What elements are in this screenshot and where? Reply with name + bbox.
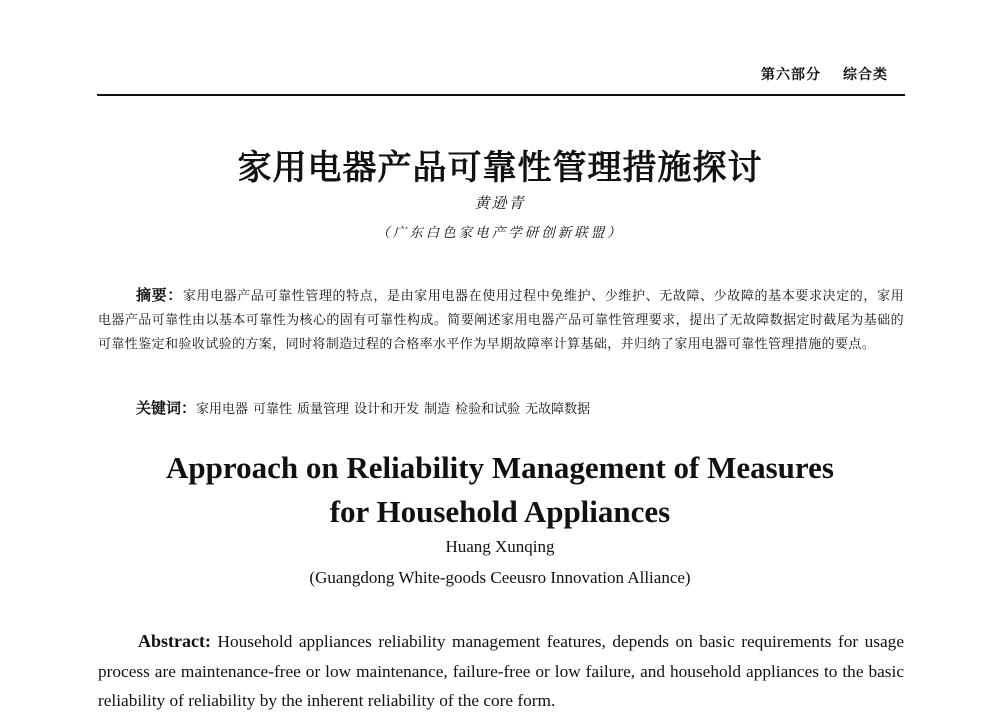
chinese-abstract-label: 摘要： — [136, 286, 183, 304]
running-head — [761, 64, 888, 84]
keyword: 可靠性 — [253, 402, 293, 417]
english-title — [0, 446, 1000, 534]
english-abstract — [98, 627, 904, 716]
chinese-abstract — [98, 283, 904, 357]
chinese-abstract-text: 家用电器产品可靠性管理的特点，是由家用电器在使用过程中免维护、少维护、无故障、少故障的基本要求决定的，家用电器产品可靠性由以基本可靠性为核心的固有可靠性构成。简要阐述家用电器产品可靠性管理要求，提出了无故障数据定时截尾为基础的可靠性鉴定和验收试验的方案，同时将制造过程的合格率水平作为早期故障率计算基础，并归纳了家用电器可靠性管理措施的要点。 — [98, 289, 905, 352]
english-abstract-label: Abstract: — [138, 631, 211, 651]
chinese-title: 家用电器产品可靠性管理措施探讨 — [237, 148, 763, 188]
header-rule — [97, 94, 905, 96]
running-head-category: 综合类 — [843, 67, 888, 83]
keyword: 家用电器 — [196, 402, 249, 417]
running-head-part: 第六部分 — [761, 67, 821, 83]
chinese-keywords — [136, 396, 906, 422]
keyword: 制造 — [424, 402, 451, 417]
english-abstract-text: Household appliances reliability management features, depends on basic requirements for usage process are maintenance-free or low maintenance, failure-free or low failure, and household appliances to the basic reliability of reliability by the inherent reliability of the core form. — [98, 632, 904, 710]
keyword: 设计和开发 — [354, 402, 420, 417]
english-author: Huang Xunqing — [445, 537, 555, 556]
keyword: 质量管理 — [297, 402, 350, 417]
english-title-line-1: Approach on Reliability Management of Measures — [166, 450, 834, 485]
chinese-keywords-label: 关键词： — [136, 399, 197, 417]
keyword: 无故障数据 — [525, 402, 591, 417]
english-affiliation: (Guangdong White-goods Ceeusro Innovation Alliance) — [309, 568, 691, 587]
keyword: 检验和试验 — [455, 402, 521, 417]
chinese-affiliation: （广东白色家电产学研创新联盟） — [376, 225, 624, 241]
chinese-author: 黄逊青 — [474, 194, 526, 212]
english-title-line-2: for Household Appliances — [329, 494, 671, 529]
